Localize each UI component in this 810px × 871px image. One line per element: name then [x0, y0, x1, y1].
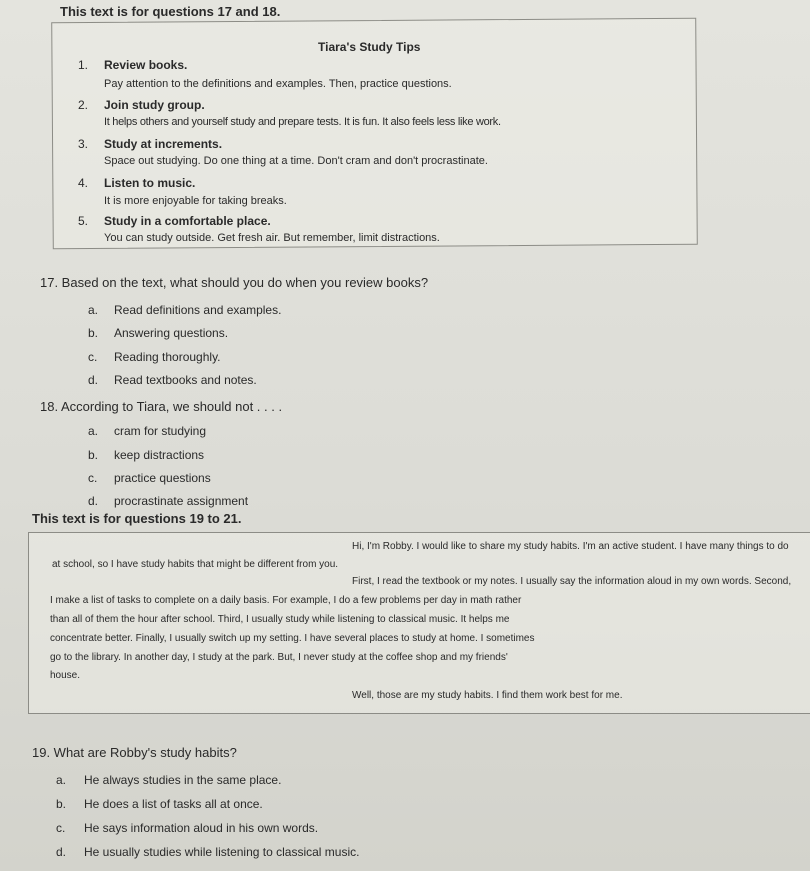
option-text: Read textbooks and notes. [114, 373, 257, 387]
tip-body: It is more enjoyable for taking breaks. [104, 195, 287, 207]
tip-number: 2. [78, 98, 89, 112]
passage-line: at school, so I have study habits that might be different from you. [52, 559, 339, 570]
tip-heading: Study in a comfortable place. [104, 214, 271, 228]
option-letter: b. [88, 448, 99, 462]
passage-line: concentrate better. Finally, I usually switch up my setting. I have several places to study at home. I sometimes [50, 633, 535, 644]
tip-number: 4. [78, 176, 89, 190]
passage-line: Hi, I'm Robby. I would like to share my study habits. I'm an active student. I have many things to do [352, 541, 789, 552]
tip-heading: Review books. [104, 58, 188, 72]
section2-intro: This text is for questions 19 to 21. [32, 511, 242, 526]
tip-heading: Study at increments. [104, 137, 223, 151]
passage-line: First, I read the textbook or my notes. I usually say the information aloud in my own words. Second, [352, 576, 792, 587]
option-letter: a. [56, 773, 67, 787]
passage-line: house. [50, 670, 81, 681]
option-text: practice questions [114, 471, 211, 485]
option-letter: c. [88, 350, 98, 364]
question-text: 19. What are Robby's study habits? [32, 745, 237, 760]
option-text: procrastinate assignment [114, 494, 249, 508]
question-text: 17. Based on the text, what should you do when you review books? [40, 275, 429, 290]
option-letter: a. [88, 424, 99, 438]
passage-line: than all of them the hour after school. Third, I usually study while listening to classical music. It helps me [50, 614, 510, 625]
section1-intro: This text is for questions 17 and 18. [60, 4, 281, 19]
tip-number: 1. [78, 58, 89, 72]
passage-line: I make a list of tasks to complete on a daily basis. For example, I do a few problems per day in math rather [50, 595, 522, 606]
tip-body: Space out studying. Do one thing at a time. Don't cram and don't procrastinate. [104, 155, 488, 167]
option-text: He always studies in the same place. [84, 773, 282, 787]
option-letter: a. [88, 303, 99, 317]
tip-body: It helps others and yourself study and prepare tests. It is fun. It also feels less like work. [104, 116, 501, 128]
option-letter: c. [56, 821, 66, 835]
tip-number: 5. [78, 214, 89, 228]
tip-body: Pay attention to the definitions and examples. Then, practice questions. [104, 78, 452, 90]
option-letter: b. [56, 797, 67, 811]
tip-number: 3. [78, 137, 89, 151]
option-text: He usually studies while listening to classical music. [84, 845, 360, 859]
option-text: He says information aloud in his own words. [84, 821, 319, 835]
option-text: He does a list of tasks all at once. [84, 797, 263, 811]
option-text: keep distractions [114, 448, 205, 462]
option-letter: d. [88, 494, 99, 508]
tip-heading: Join study group. [104, 98, 205, 112]
option-text: Reading thoroughly. [114, 350, 221, 364]
option-letter: c. [88, 471, 98, 485]
passage-line: Well, those are my study habits. I find them work best for me. [352, 690, 623, 701]
question-text: 18. According to Tiara, we should not . . . . [40, 399, 283, 414]
tip-body: You can study outside. Get fresh air. But remember, limit distractions. [104, 232, 440, 244]
passage-line: go to the library. In another day, I study at the park. But, I never study at the coffee shop and my friends' [50, 652, 508, 663]
study-tips-title: Tiara's Study Tips [318, 40, 421, 54]
option-letter: b. [88, 326, 99, 340]
option-text: cram for studying [114, 424, 207, 438]
option-text: Read definitions and examples. [114, 303, 282, 317]
option-text: Answering questions. [114, 326, 229, 340]
option-letter: d. [56, 845, 67, 859]
tip-heading: Listen to music. [104, 176, 196, 190]
option-letter: d. [88, 373, 99, 387]
